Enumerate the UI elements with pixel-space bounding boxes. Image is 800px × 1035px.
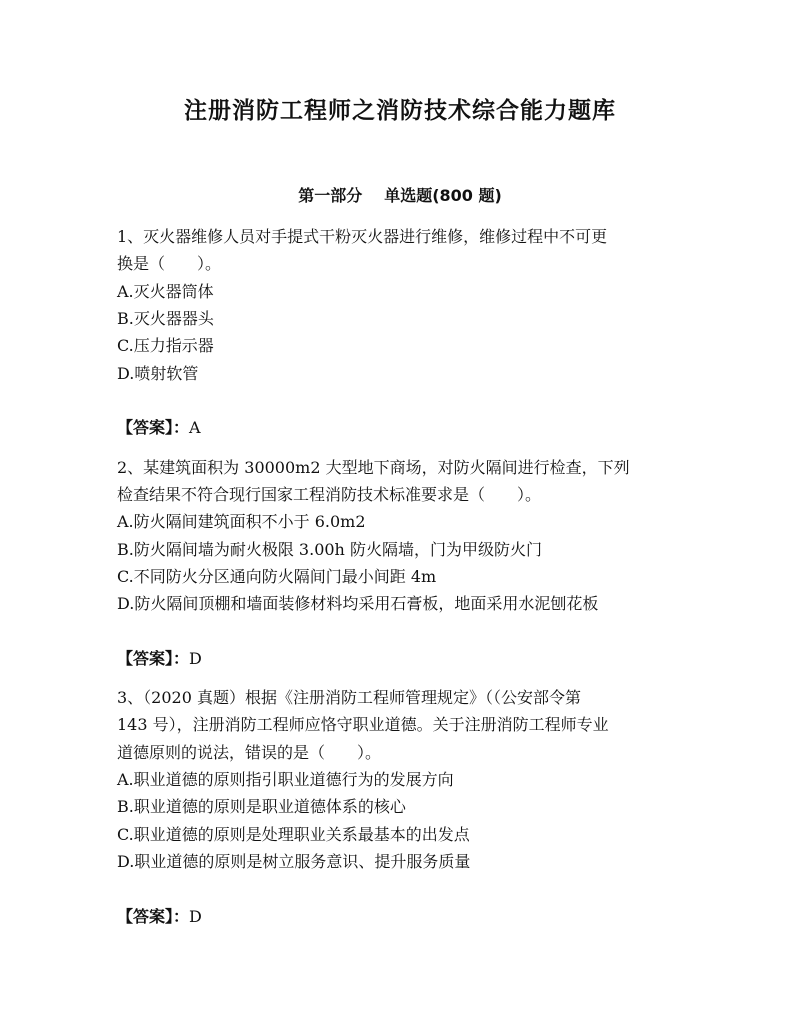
question-1-option-d: D.喷射软管 [117,364,199,383]
question-1-option-b: B.灭火器器头 [117,309,214,328]
question-2-option-a: A.防火隔间建筑面积不小于 6.0m2 [117,512,366,531]
question-1-option-a: A.灭火器筒体 [117,282,214,301]
document-title: 注册消防工程师之消防技术综合能力题库 [184,98,616,124]
question-3-option-a: A.职业道德的原则指引职业道德行为的发展方向 [117,770,454,789]
answer-label: 【答案】： [117,907,190,926]
question-2-option-d: D.防火隔间顶棚和墙面装修材料均采用石膏板，地面采用水泥刨花板 [117,594,599,613]
question-2-option-c: C.不同防火分区通向防火隔间门最小间距 4m [117,567,437,586]
question-3-option-b: B.职业道德的原则是职业道德体系的核心 [117,797,406,816]
question-3-option-d: D.职业道德的原则是树立服务意识、提升服务质量 [117,852,471,871]
question-2-option-b: B.防火隔间墙为耐火极限 3.00h 防火隔墙，门为甲级防火门 [117,540,542,559]
section-name: 单选题(800 题) [384,186,502,205]
question-1-stem-line-1: 1、灭火器维修人员对手提式干粉灭火器进行维修，维修过程中不可更 [117,227,608,246]
section-heading [0,183,800,206]
question-3-answer [117,907,202,927]
question-2-answer [117,649,202,669]
question-3-stem-line-3: 道德原则的说法，错误的是（ ）。 [117,743,382,762]
question-1-answer [117,418,201,438]
answer-label: 【答案】： [117,418,190,437]
question-3-option-c: C.职业道德的原则是处理职业关系最基本的出发点 [117,825,470,844]
answer-value: D [189,649,202,668]
answer-value: A [189,418,201,437]
question-3-stem-line-2: 143 号），注册消防工程师应恪守职业道德。关于注册消防工程师专业 [117,715,609,734]
answer-value: D [189,907,202,926]
answer-label: 【答案】： [117,649,190,668]
question-1-option-c: C.压力指示器 [117,336,214,355]
question-1-stem-line-2: 换是（ ）。 [117,254,222,273]
question-2-stem-line-2: 检查结果不符合现行国家工程消防技术标准要求是（ ）。 [117,485,542,504]
section-part: 第一部分 [298,186,363,205]
question-2-stem-line-1: 2、某建筑面积为 30000m2 大型地下商场，对防火隔间进行检查，下列 [117,458,630,477]
question-3-stem-line-1: 3、（2020 真题）根据《注册消防工程师管理规定》（（公安部令第 [117,688,581,707]
